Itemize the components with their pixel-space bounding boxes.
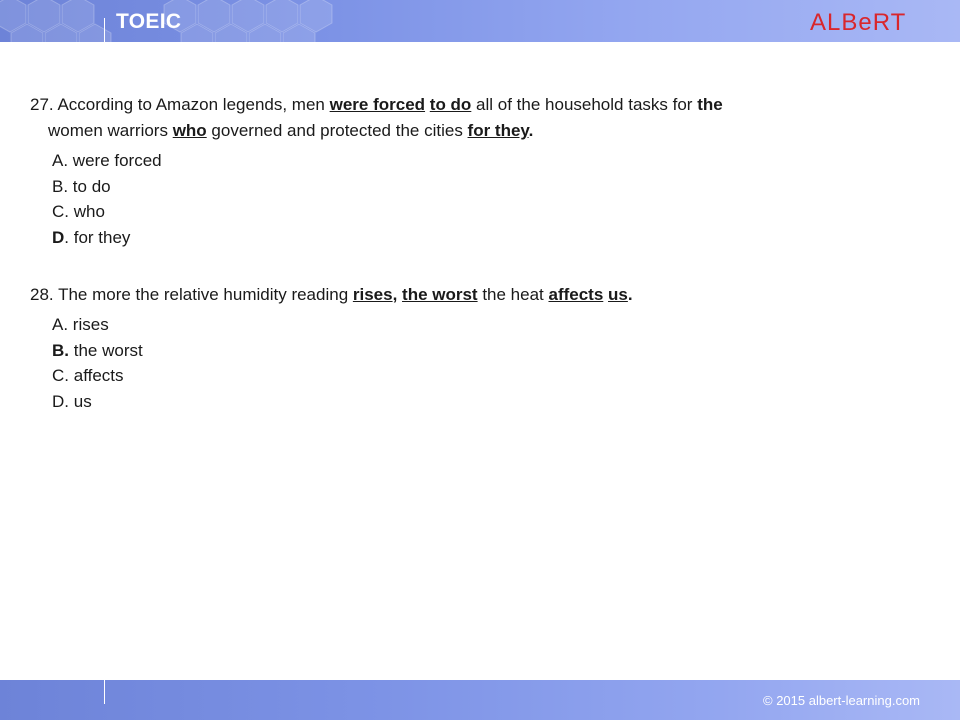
option-d: D. us (52, 391, 92, 411)
underlined-phrase: to do (429, 95, 472, 114)
question-text: According to Amazon legends, men (57, 95, 330, 114)
question-number: 27. (30, 95, 54, 114)
option-b: B. the worst (52, 340, 143, 360)
question-27 (30, 92, 930, 144)
footer-divider (104, 680, 105, 704)
underlined-phrase: were forced (329, 95, 426, 114)
question-text: all of the household tasks for (471, 95, 698, 114)
question-text: women warriors (48, 121, 173, 140)
question-28-options (52, 312, 143, 414)
underlined-phrase: for they (467, 121, 529, 140)
punctuation: , (392, 285, 403, 304)
underlined-phrase: us (608, 285, 628, 304)
logo-text: ALBeRT (810, 9, 907, 36)
footer-bar (0, 680, 960, 720)
option-d: D. for they (52, 227, 131, 247)
copyright-text: © 2015 albert-learning.com (763, 693, 920, 708)
question-number: 28. (30, 285, 54, 304)
option-a: A. rises (52, 315, 109, 334)
punctuation: . (627, 285, 633, 304)
question-28 (30, 282, 930, 308)
option-c: C. who (52, 202, 105, 221)
punctuation: . (528, 121, 534, 140)
question-text: governed and protected the cities (206, 121, 468, 140)
option-a: A. were forced (52, 151, 162, 170)
question-27-line-1 (30, 92, 930, 118)
option-c: C. affects (52, 366, 124, 385)
underlined-phrase: rises (352, 285, 393, 304)
page-title: TOEIC (116, 10, 182, 33)
question-27-line-2 (30, 118, 930, 144)
underlined-phrase: affects (548, 285, 604, 304)
bold-word: the (697, 95, 723, 114)
question-27-options (52, 148, 162, 250)
underlined-phrase: who (172, 121, 207, 140)
underlined-phrase: the worst (402, 285, 478, 304)
question-text: The more the relative humidity reading (58, 285, 353, 304)
question-text: the heat (477, 285, 549, 304)
option-b: B. to do (52, 176, 111, 196)
